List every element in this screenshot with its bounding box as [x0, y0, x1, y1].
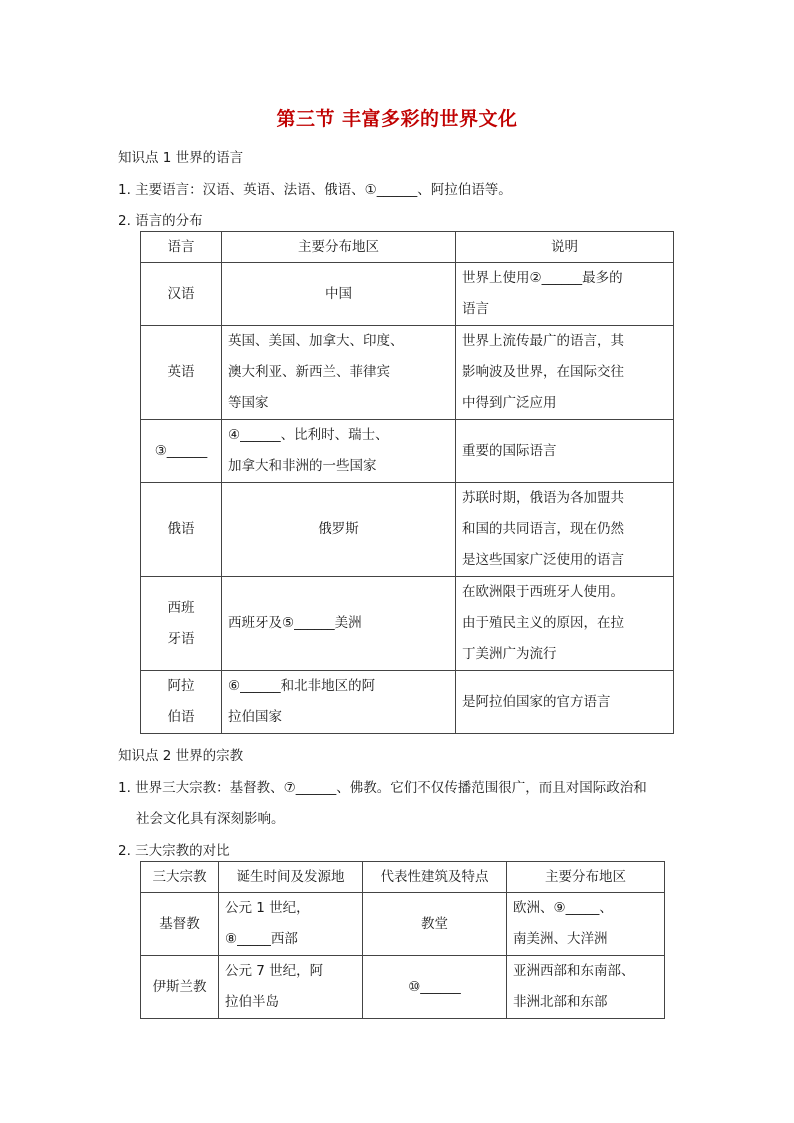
kp1-item-1: 1. 主要语言：汉语、英语、法语、俄语、①______、阿拉伯语等。 [118, 182, 512, 198]
language-cell [141, 577, 222, 671]
note-cell-line: 是这些国家广泛使用的语言 [462, 552, 624, 568]
origin-cell-line: 公元 1 世纪， [225, 900, 310, 916]
region-cell-line: 南美洲、大洋洲 [513, 931, 608, 947]
region-cell [507, 893, 665, 956]
note-cell-line: 重要的国际语言 [462, 442, 557, 459]
note-cell-line: 和国的共同语言，现在仍然 [462, 521, 624, 537]
region-cell-line: 欧洲、⑨_____、 [513, 900, 613, 916]
language-cell [141, 263, 222, 326]
note-cell-line: 中得到广泛应用 [462, 395, 557, 411]
building-cell-line: 教堂 [421, 915, 448, 932]
table-row [141, 326, 674, 420]
language-cell-line: 牙语 [167, 630, 195, 647]
region-cell [222, 671, 456, 734]
language-cell-line: ③______ [154, 442, 208, 459]
kp2-item-1-continued: 社会文化具有深刻影响。 [136, 811, 285, 827]
knowledge-point-1-heading: 知识点 1 世界的语言 [118, 150, 244, 166]
region-cell-line: 英国、美国、加拿大、印度、 [228, 333, 404, 349]
note-cell [456, 326, 674, 420]
region-cell [222, 263, 456, 326]
kp1-item-2: 2. 语言的分布 [118, 213, 203, 229]
language-cell [141, 671, 222, 734]
knowledge-point-2-heading: 知识点 2 世界的宗教 [118, 748, 244, 764]
language-cell [141, 483, 222, 577]
note-cell [456, 420, 674, 483]
note-cell [456, 483, 674, 577]
religion-cell [141, 956, 219, 1019]
region-cell [222, 577, 456, 671]
language-cell [141, 420, 222, 483]
region-cell [222, 483, 456, 577]
region-cell [507, 956, 665, 1019]
table-row [141, 483, 674, 577]
region-cell-line: ④______、比利时、瑞士、 [228, 427, 389, 443]
note-cell-line: 丁美洲广为流行 [462, 646, 557, 662]
region-cell [222, 326, 456, 420]
region-cell-line: 中国 [325, 285, 352, 302]
language-cell-line: 汉语 [167, 285, 195, 302]
origin-cell-line: 拉伯半岛 [225, 994, 279, 1010]
note-cell-line: 在欧洲限于西班牙人使用。 [462, 584, 624, 600]
region-cell-line: ⑥______和北非地区的阿 [228, 678, 376, 694]
origin-cell-line: ⑧_____西部 [225, 931, 298, 947]
language-distribution-table [140, 231, 674, 734]
note-cell-line: 世界上流传最广的语言，其 [462, 333, 624, 349]
region-cell-line: 亚洲西部和东南部、 [513, 963, 635, 979]
language-cell-line: 俄语 [167, 521, 195, 537]
table-row [141, 420, 674, 483]
region-cell-line: 澳大利亚、新西兰、菲律宾 [228, 364, 390, 380]
note-cell-line: 语言 [462, 301, 489, 317]
region-cell-line: 等国家 [228, 395, 269, 411]
table2-header-cell: 诞生时间及发源地 [219, 862, 363, 893]
building-cell [363, 893, 507, 956]
table-row [141, 577, 674, 671]
note-cell-line: 由于殖民主义的原因，在拉 [462, 615, 624, 631]
note-cell-line: 是阿拉伯国家的官方语言 [462, 693, 611, 710]
region-cell-line: 俄罗斯 [318, 521, 359, 537]
table-row [141, 893, 665, 956]
note-cell-line: 世界上使用②______最多的 [462, 270, 623, 286]
building-cell [363, 956, 507, 1019]
language-cell-line: 西班 [167, 599, 195, 616]
region-cell [222, 420, 456, 483]
note-cell-line: 影响波及世界，在国际交往 [462, 364, 624, 380]
origin-cell-line: 公元 7 世纪，阿 [225, 963, 324, 979]
language-cell-line: 伯语 [167, 709, 195, 725]
religion-cell-line: 伊斯兰教 [152, 978, 207, 995]
table2-header-cell: 三大宗教 [141, 862, 219, 893]
note-cell [456, 671, 674, 734]
language-cell-line: 英语 [167, 364, 195, 380]
table1-header-cell: 主要分布地区 [222, 232, 456, 263]
table1-header-cell: 说明 [456, 232, 674, 263]
note-cell [456, 577, 674, 671]
region-cell-line: 加拿大和非洲的一些国家 [228, 458, 377, 474]
region-cell-line: 非洲北部和东部 [513, 994, 608, 1010]
table-row [141, 263, 674, 326]
page-title: 第三节 丰富多彩的世界文化 [276, 108, 518, 130]
origin-cell [219, 956, 363, 1019]
kp2-item-1: 1. 世界三大宗教：基督教、⑦______、佛教。它们不仅传播范围很广，而且对国际政治和 [118, 780, 647, 796]
table2-header-cell: 主要分布地区 [507, 862, 665, 893]
table-row [141, 956, 665, 1019]
region-cell-line: 西班牙及⑤______美洲 [228, 615, 362, 631]
note-cell-line: 苏联时期，俄语为各加盟共 [462, 490, 624, 506]
table-row [141, 671, 674, 734]
building-cell-line: ⑩______ [408, 978, 461, 995]
religion-cell [141, 893, 219, 956]
origin-cell [219, 893, 363, 956]
religion-cell-line: 基督教 [159, 915, 200, 932]
table2-header-cell: 代表性建筑及特点 [363, 862, 507, 893]
note-cell [456, 263, 674, 326]
region-cell-line: 拉伯国家 [228, 709, 282, 725]
kp2-item-2: 2. 三大宗教的对比 [118, 843, 230, 859]
religion-comparison-table [140, 861, 665, 1019]
language-cell [141, 326, 222, 420]
language-cell-line: 阿拉 [167, 678, 195, 694]
table1-header-cell: 语言 [141, 232, 222, 263]
